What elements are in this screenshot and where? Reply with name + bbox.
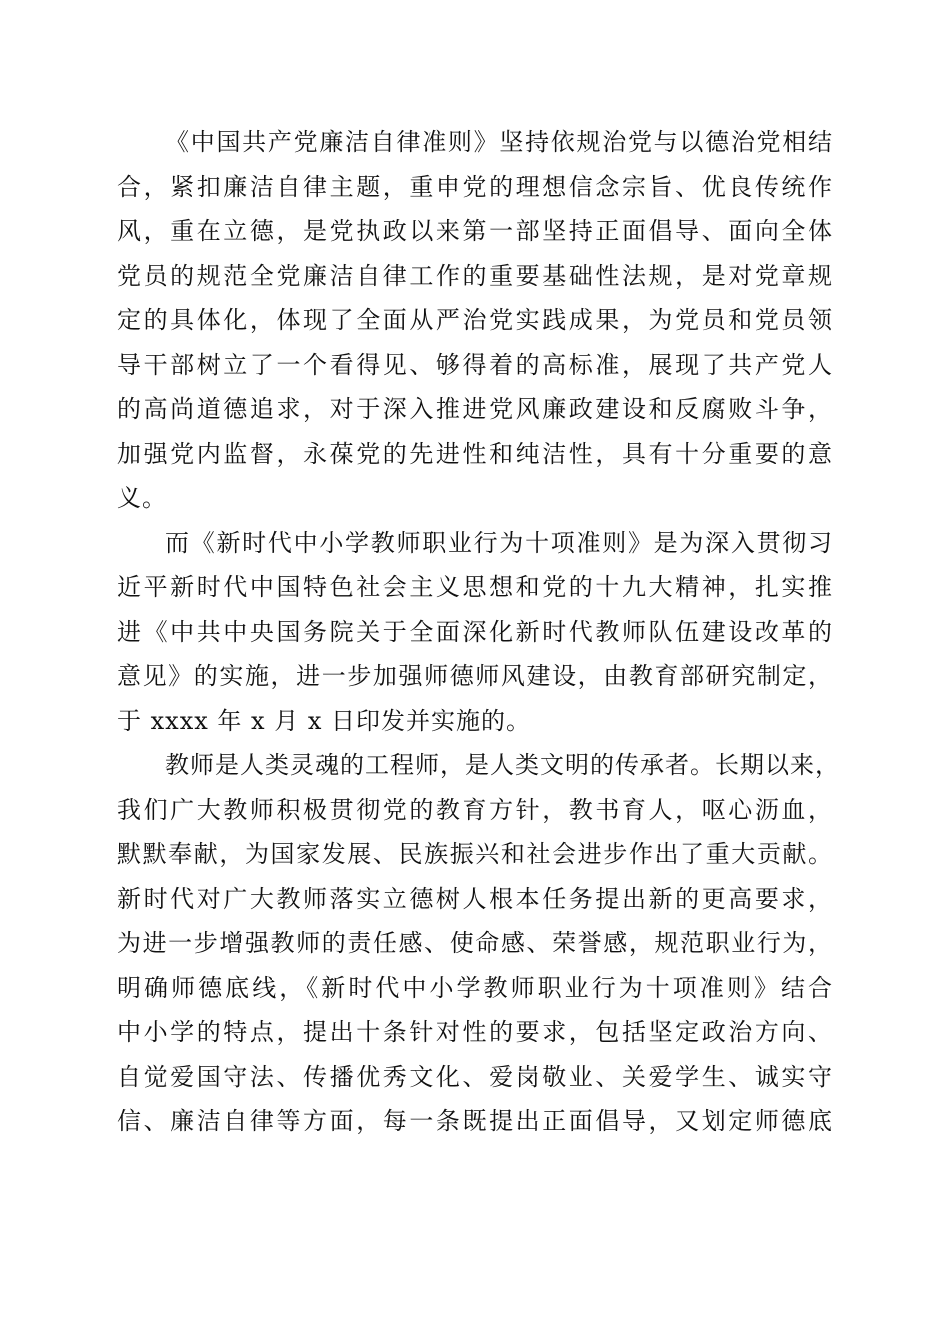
paragraph-line: 教师是人类灵魂的工程师，是人类文明的传承者。长期以来， — [165, 751, 840, 779]
paragraph-line: 义。 — [117, 484, 167, 512]
paragraph-line: 《中国共产党廉洁自律准则》坚持依规治党与以德治党相结 — [165, 128, 833, 156]
paragraph-2 — [117, 521, 833, 744]
paragraph-line: 新时代对广大教师落实立德树人根本任务提出新的更高要求， — [117, 884, 833, 913]
paragraph-line: 合，紧扣廉洁自律主题，重申党的理想信念宗旨、优良传统作 — [117, 172, 833, 201]
paragraph-line: 近平新时代中国特色社会主义思想和党的十九大精神，扎实推 — [117, 573, 833, 601]
paragraph-line: 为进一步增强教师的责任感、使命感、荣誉感，规范职业行为， — [117, 929, 833, 957]
paragraph-3 — [117, 743, 840, 1144]
paragraph-line: 于 xxxx 年 x 月 x 日印发并实施的。 — [117, 706, 531, 735]
paragraph-line: 意见》的实施，进一步加强师德师风建设，由教育部研究制定， — [117, 662, 833, 690]
paragraph-line: 默默奉献，为国家发展、民族振兴和社会进步作出了重大贡献。 — [117, 840, 833, 868]
paragraph-line: 中小学的特点，提出十条针对性的要求，包括坚定政治方向、 — [117, 1018, 833, 1046]
paragraph-line: 自觉爱国守法、传播优秀文化、爱岗敬业、关爱学生、诚实守 — [117, 1062, 833, 1091]
paragraph-line: 信、廉洁自律等方面，每一条既提出正面倡导，又划定师德底 — [117, 1107, 833, 1135]
paragraph-1 — [117, 120, 833, 521]
paragraph-line: 明确师德底线，《新时代中小学教师职业行为十项准则》结合 — [117, 973, 833, 1002]
paragraph-line: 党员的规范全党廉洁自律工作的重要基础性法规，是对党章规 — [117, 261, 833, 290]
paragraph-line: 定的具体化，体现了全面从严治党实践成果，为党员和党员领 — [117, 306, 833, 334]
paragraph-line: 进《中共中央国务院关于全面深化新时代教师队伍建设改革的 — [117, 617, 833, 646]
paragraph-line: 的高尚道德追求，对于深入推进党风廉政建设和反腐败斗争， — [117, 395, 833, 423]
document-body — [117, 120, 840, 1144]
paragraph-line: 而《新时代中小学教师职业行为十项准则》是为深入贯彻习 — [165, 528, 833, 557]
paragraph-line: 加强党内监督，永葆党的先进性和纯洁性，具有十分重要的意 — [117, 439, 833, 468]
paragraph-line: 风，重在立德，是党执政以来第一部坚持正面倡导、面向全体 — [117, 217, 833, 245]
paragraph-line: 我们广大教师积极贯彻党的教育方针，教书育人，呕心沥血， — [117, 795, 833, 824]
paragraph-line: 导干部树立了一个看得见、够得着的高标准，展现了共产党人 — [117, 350, 833, 379]
